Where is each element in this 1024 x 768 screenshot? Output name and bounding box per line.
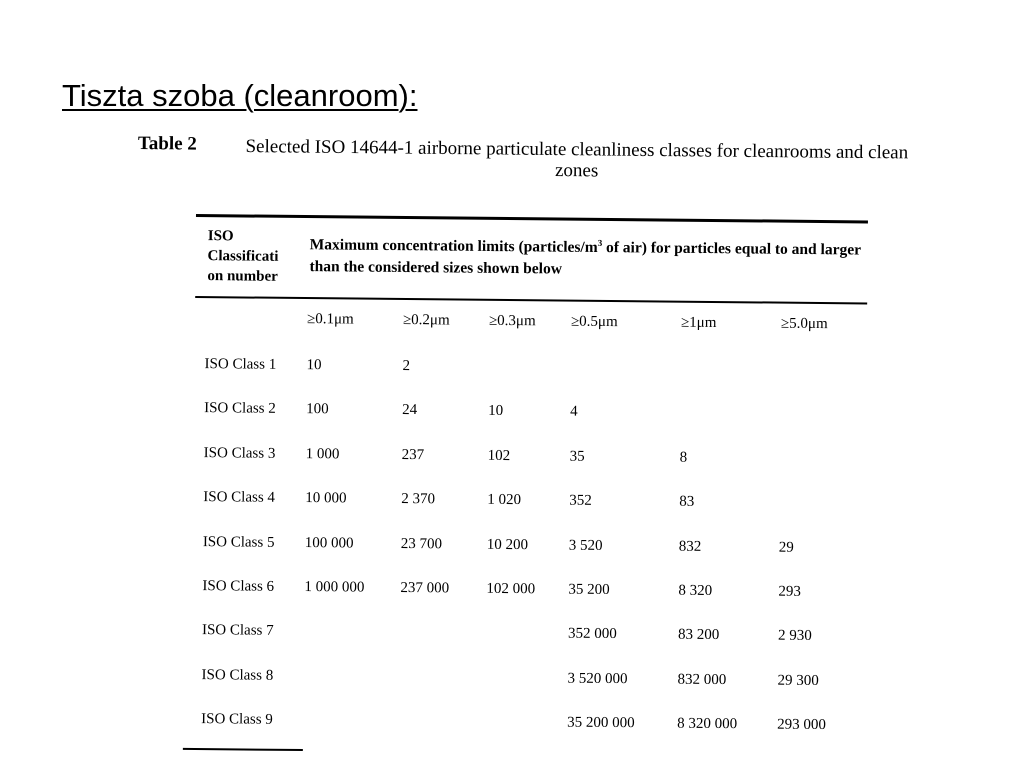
row-label: ISO Class 2 [204,400,276,418]
table-cell: 83 200 [677,627,720,644]
table-cell: 1 000 [305,445,340,463]
table-cell: 29 [778,539,794,556]
table-cell: 2 [402,357,411,375]
row-label: ISO Class 3 [203,444,276,462]
table-cell: 83 [679,493,695,510]
row-label: ISO Class 5 [202,533,275,551]
row-label: ISO Class 7 [201,622,274,640]
table-cell: 8 [679,449,688,466]
table-bottom-rule [183,748,303,751]
size-header: ≥0.5μm [570,313,618,331]
table-cell: 293 [778,583,801,600]
size-header: ≥0.3μm [488,312,536,330]
row-label: ISO Class 4 [203,489,276,506]
table-cell: 293 000 [777,716,826,734]
table-cell: 29 300 [777,672,819,689]
table-cell: 35 200 000 [567,714,635,732]
table-cell: 24 [402,402,418,419]
table-cell: 100 [306,401,329,418]
table-caption [137,133,938,182]
table-cell: 35 200 [568,581,610,598]
size-header: ≥0.1μm [306,311,354,328]
cleanliness-table [191,214,868,760]
row-label: ISO Class 9 [201,711,273,728]
size-header: ≥0.2μm [402,311,450,329]
caption-label: Table 2 [137,133,197,155]
table-cell: 237 [401,446,425,463]
table-cell: 100 000 [304,534,354,552]
row-label: ISO Class 6 [202,578,275,595]
header-max-concentration [309,229,864,283]
table-cell: 1 020 [487,491,522,509]
size-header: ≥5.0μm [780,315,828,333]
table-header-rule [195,296,867,304]
header-max-prefix: Maximum concentration limits (particles/m [309,236,598,257]
table-cell: 352 [569,492,592,509]
header-iso-classification: ISO Classificati on number [207,228,279,285]
table-cell: 352 000 [567,625,617,643]
table-cell: 10 200 [486,536,529,553]
table-cell: 102 [487,447,511,464]
table-cell: 3 520 000 [567,670,628,687]
table-cell: 3 520 [568,537,603,554]
header-max-superscript: 3 [597,237,603,248]
table-cell: 8 320 [678,582,713,599]
table-cell: 237 000 [400,579,450,597]
table-cell: 2 370 [401,491,436,508]
table-cell: 8 320 000 [677,715,738,733]
table-cell: 10 000 [305,490,347,507]
table-cell: 10 [488,403,504,420]
caption-text: Selected ISO 14644-1 airborne particulate cleanliness classes for cleanrooms and clean zones [245,136,909,182]
table-top-rule [196,214,868,223]
table-cell: 35 [569,448,585,465]
table-cell: 832 [678,538,702,555]
header-max-suffix: of air) for particles equal to and larger than the considered sizes shown below [309,239,861,278]
row-label: ISO Class 1 [204,356,277,373]
table-cell: 4 [570,403,578,421]
table-cell: 23 700 [400,535,443,552]
size-header: ≥1μm [680,314,717,332]
slide-title: Tiszta szoba (cleanroom): [62,78,418,113]
table-cell: 832 000 [677,671,727,688]
table-cell: 10 [306,357,322,374]
table-cell: 1 000 000 [304,579,365,596]
table-cell: 102 000 [486,580,536,598]
row-label: ISO Class 8 [201,666,274,684]
table-cell: 2 930 [777,627,812,645]
